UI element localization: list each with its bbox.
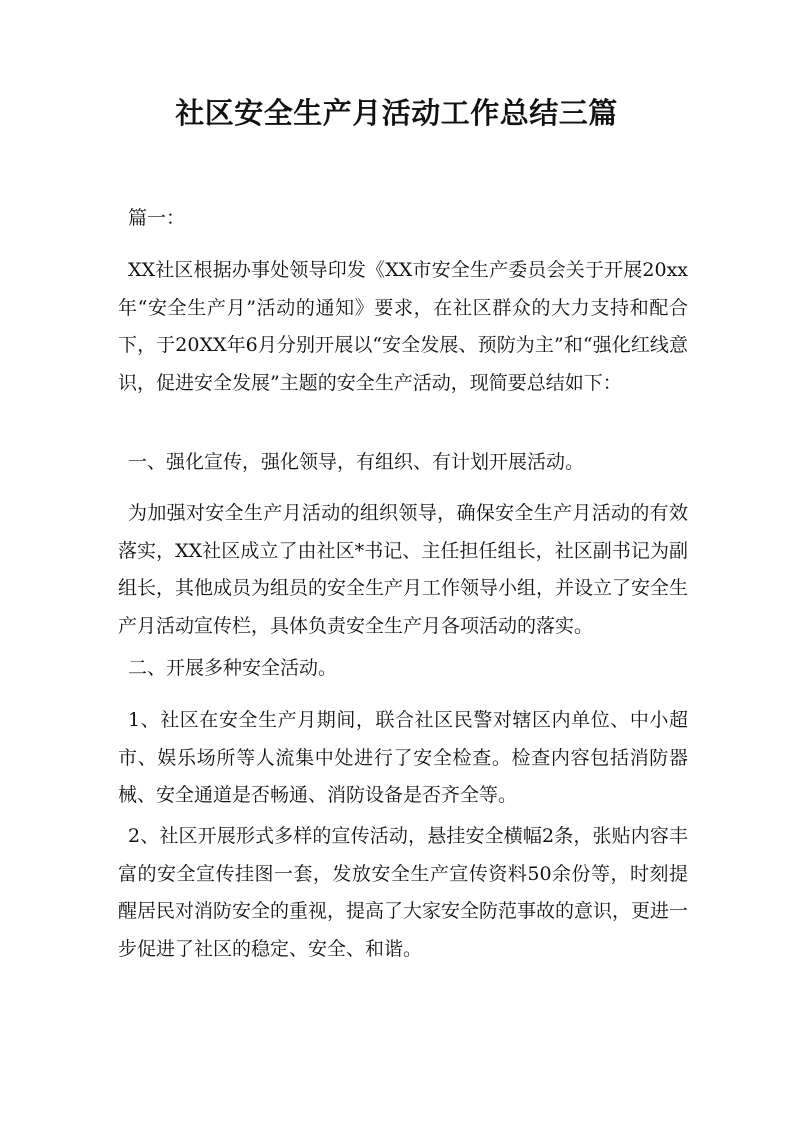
paragraph-activity-one: 1、社区在安全生产月期间，联合社区民警对辖区内单位、中小超市、娱乐场所等人流集中处进行了安全检查。检查内容包括消防器械、安全通道是否畅通、消防设备是否齐全等。	[118, 709, 688, 806]
document-title: 社区安全生产月活动工作总结三篇	[175, 96, 618, 130]
heading-item-one: 一、强化宣传，强化领导，有组织、有计划开展活动。	[128, 451, 585, 473]
section-heading-part-one: 篇一：	[128, 207, 186, 229]
paragraph-intro: XX社区根据办事处领导印发《XX市安全生产委员会关于开展20xx年“安全生产月”活动的通知》要求，在社区群众的大力支持和配合下，于20XX年6月分别开展以“安全发展、预防为主”和“强化红线意识，促进安全发展”主题的安全生产活动，现简要总结如下：	[118, 259, 688, 394]
paragraph-leadership: 为加强对安全生产月活动的组织领导，确保安全生产月活动的有效落实，XX社区成立了由社区*书记、主任担任组长，社区副书记为副组长，其他成员为组员的安全生产月工作领导小组，并设立了安全生产月活动宣传栏，具体负责安全生产月各项活动的落实。	[118, 502, 689, 637]
paragraph-activity-two: 2、社区开展形式多样的宣传活动，悬挂安全横幅2条，张贴内容丰富的安全宣传挂图一套，发放安全生产宣传资料50余份等，时刻提醒居民对消防安全的重视，提高了大家安全防范事故的意识，更进一步促进了社区的稳定、安全、和谐。	[118, 825, 689, 960]
heading-item-two: 二、开展多种安全活动。	[128, 657, 338, 679]
